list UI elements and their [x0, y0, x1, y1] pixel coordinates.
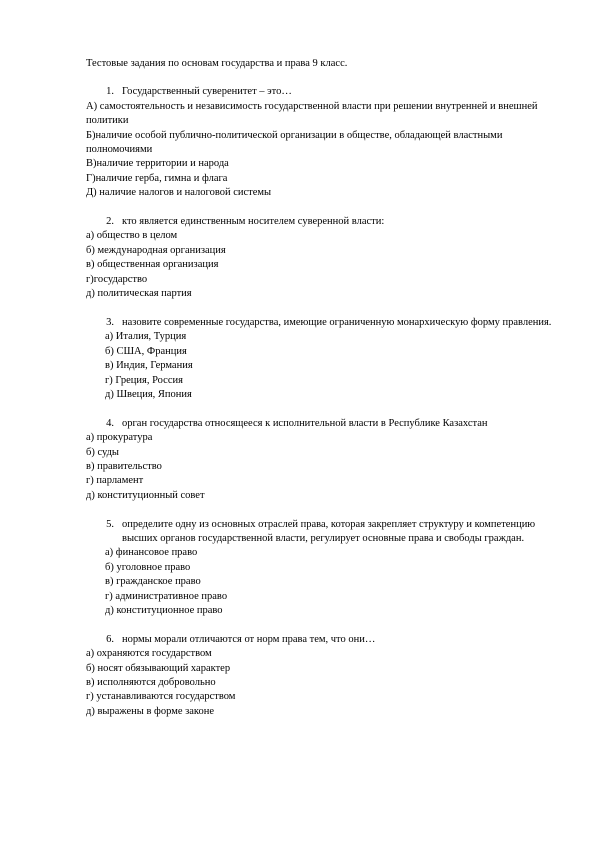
answer-options	[86, 546, 566, 618]
answer-option: в) гражданское право	[105, 576, 201, 588]
question-text: определите одну из основных отраслей права, которая закрепляет структуру и компетенцию высших органов государственной власти, регулирует основные права и свободы граждан.	[122, 518, 536, 544]
spacer	[86, 402, 566, 416]
answer-option: А) самостоятельность и независимость государственной власти при решении внутренней и внешней политики	[86, 100, 538, 127]
answer-option: г) парламент	[86, 475, 144, 487]
answer-option: г) Греция, Россия	[105, 374, 183, 386]
answer-option: д) выражены в форме законе	[86, 705, 215, 717]
question-1	[86, 85, 566, 200]
document-page	[86, 57, 566, 719]
question-5	[86, 518, 566, 619]
answer-option: г) устанавливаются государством	[86, 691, 236, 703]
answer-option: д) конституционный совет	[86, 489, 205, 501]
question-2-head	[86, 215, 566, 229]
question-text: Государственный суверенитет – это…	[122, 86, 292, 98]
answer-option: Г)наличие герба, гимна и флага	[86, 172, 228, 184]
answer-option: б) международная организация	[86, 244, 226, 256]
answer-option: д) политическая партия	[86, 288, 192, 300]
answer-option: в) правительство	[86, 460, 162, 472]
answer-option: а) Италия, Турция	[105, 331, 187, 343]
answer-option: а) общество в целом	[86, 230, 178, 242]
question-number: 2.	[106, 216, 114, 228]
answer-option: б) США, Франция	[105, 345, 187, 357]
answer-option: д) Швеция, Япония	[105, 388, 192, 400]
answer-option: а) прокуратура	[86, 432, 153, 444]
answer-option: в) общественная организация	[86, 259, 219, 271]
question-1-head	[86, 85, 566, 99]
spacer	[86, 618, 566, 632]
answer-option: б) носят обязывающий характер	[86, 662, 231, 674]
answer-option: в) Индия, Германия	[105, 360, 193, 372]
answer-option: а) охраняются государством	[86, 648, 212, 660]
answer-option: в) исполняются добровольно	[86, 676, 216, 688]
document-title: Тестовые задания по основам государства и права 9 класс.	[86, 58, 348, 69]
question-5-head	[86, 518, 566, 547]
answer-option: г)государство	[86, 273, 148, 285]
question-text: орган государства относящееся к исполнительной власти в Республике Казахстан	[122, 417, 488, 429]
question-number: 3.	[106, 316, 114, 328]
question-number: 4.	[106, 417, 114, 429]
question-4	[86, 417, 566, 503]
spacer	[86, 301, 566, 315]
question-2	[86, 215, 566, 301]
question-3	[86, 316, 566, 402]
answer-option: Б)наличие особой публично-политической организации в обществе, обладающей властными полномочиями	[86, 129, 503, 156]
answer-options	[86, 330, 566, 402]
question-number: 1.	[106, 86, 114, 98]
answer-option: б) уголовное право	[105, 561, 191, 573]
question-text: нормы морали отличаются от норм права тем, что они…	[122, 633, 376, 645]
question-6-head	[86, 633, 566, 647]
spacer	[86, 201, 566, 215]
spacer	[86, 503, 566, 517]
question-6	[86, 633, 566, 719]
question-number: 6.	[106, 633, 114, 645]
question-4-head	[86, 417, 566, 431]
answer-option: а) финансовое право	[105, 547, 198, 559]
question-text: кто является единственным носителем суверенной власти:	[122, 216, 385, 228]
question-number: 5.	[106, 518, 114, 530]
question-text: назовите современные государства, имеющие ограниченную монархическую форму правления.	[122, 316, 552, 328]
answer-option: В)наличие территории и народа	[86, 158, 229, 170]
question-3-head	[86, 316, 566, 330]
answer-option: д) конституционное право	[105, 604, 223, 616]
answer-option: Д) наличие налогов и налоговой системы	[86, 187, 272, 199]
answer-option: б) суды	[86, 446, 119, 458]
answer-option: г) административное право	[105, 590, 228, 602]
